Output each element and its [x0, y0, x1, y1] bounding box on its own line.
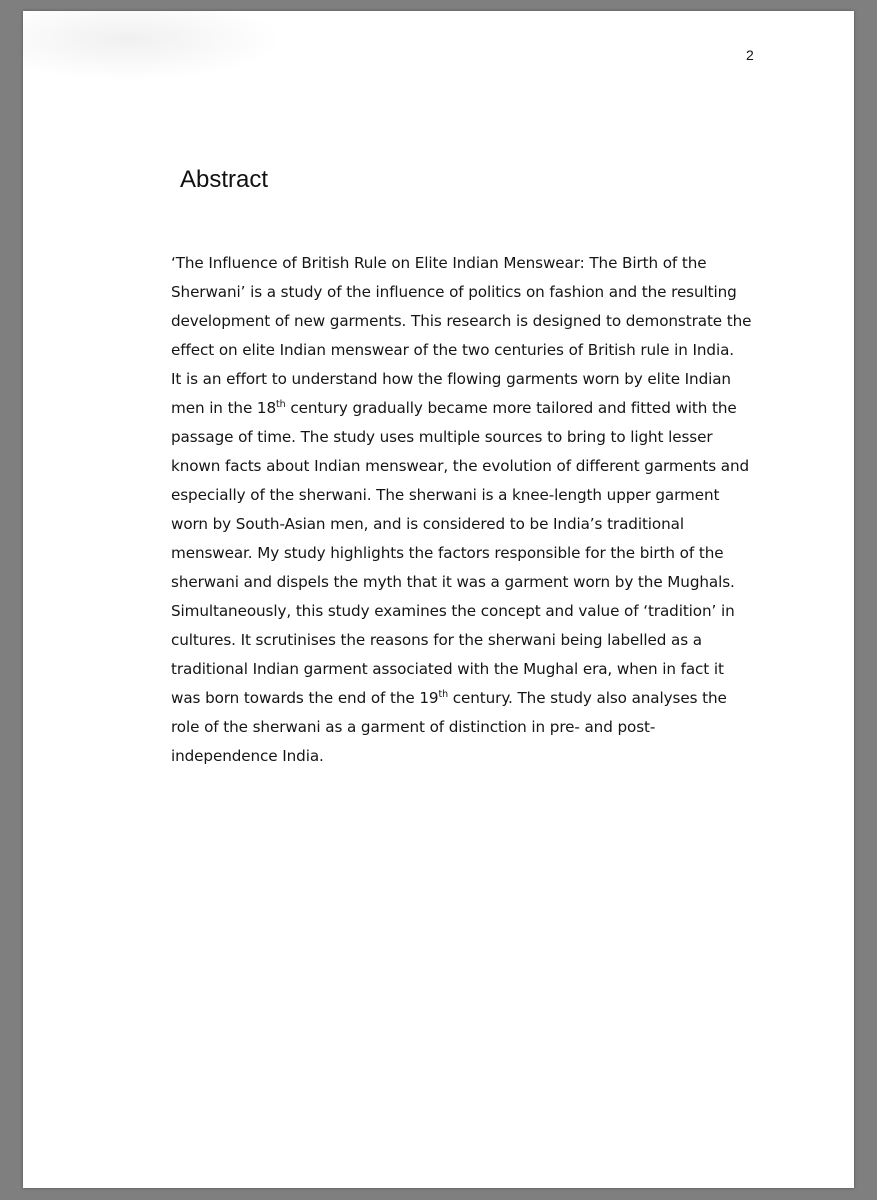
abstract-line — [171, 394, 771, 423]
abstract-body — [171, 249, 771, 771]
abstract-line — [171, 278, 771, 307]
abstract-line-text: known facts about Indian menswear, the evolution of different garments and — [171, 457, 750, 475]
abstract-line-text: men in the 18 — [171, 399, 277, 417]
abstract-line-text: sherwani and dispels the myth that it was a garment worn by the Mughals. — [171, 573, 735, 591]
abstract-line-text: traditional Indian garment associated with the Mughal era, when in fact it — [171, 660, 724, 678]
abstract-line-text: menswear. My study highlights the factors responsible for the birth of the — [171, 544, 724, 562]
abstract-line — [171, 655, 771, 684]
ordinal-superscript: th — [276, 399, 286, 410]
abstract-line-text: effect on elite Indian menswear of the two centuries of British rule in India. — [171, 341, 735, 359]
abstract-line-text: especially of the sherwani. The sherwani is a knee-length upper garment — [171, 486, 720, 504]
abstract-line-text: passage of time. The study uses multiple sources to bring to light lesser — [171, 428, 713, 446]
abstract-line — [171, 597, 771, 626]
abstract-line-text: cultures. It scrutinises the reasons for the sherwani being labelled as a — [171, 631, 702, 649]
page-number: 2 — [746, 47, 754, 63]
ordinal-superscript: th — [438, 689, 449, 700]
abstract-line — [171, 626, 771, 655]
abstract-line — [171, 510, 771, 539]
abstract-line — [171, 249, 771, 278]
abstract-line-text: Sherwani’ is a study of the influence of politics on fashion and the resulting — [171, 283, 737, 301]
abstract-line-text: role of the sherwani as a garment of distinction in pre- and post- — [171, 718, 656, 736]
abstract-line-text: Simultaneously, this study examines the concept and value of ‘tradition’ in — [171, 602, 735, 620]
abstract-line — [171, 568, 771, 597]
abstract-line-text: independence India. — [171, 747, 324, 765]
abstract-line-text: worn by South-Asian men, and is considered to be India’s traditional — [171, 515, 684, 533]
abstract-line — [171, 423, 771, 452]
abstract-line — [171, 307, 771, 336]
abstract-line-text: It is an effort to understand how the flowing garments worn by elite Indian — [171, 370, 731, 388]
abstract-line — [171, 742, 771, 771]
abstract-line-text: century gradually became more tailored and fitted with the — [285, 399, 737, 417]
abstract-line-text: ‘The Influence of British Rule on Elite Indian Menswear: The Birth of the — [171, 254, 707, 272]
document-page — [23, 11, 854, 1188]
abstract-line — [171, 365, 771, 394]
abstract-line-text: development of new garments. This research is designed to demonstrate the — [171, 312, 752, 330]
abstract-heading: Abstract — [180, 166, 269, 193]
abstract-line — [171, 684, 771, 713]
abstract-line — [171, 336, 771, 365]
abstract-line-text: was born towards the end of the 19 — [171, 689, 439, 707]
abstract-line — [171, 481, 771, 510]
scan-smudge — [23, 11, 283, 81]
abstract-line — [171, 452, 771, 481]
abstract-line — [171, 539, 771, 568]
abstract-line — [171, 713, 771, 742]
abstract-line-text: century. The study also analyses the — [448, 689, 727, 707]
